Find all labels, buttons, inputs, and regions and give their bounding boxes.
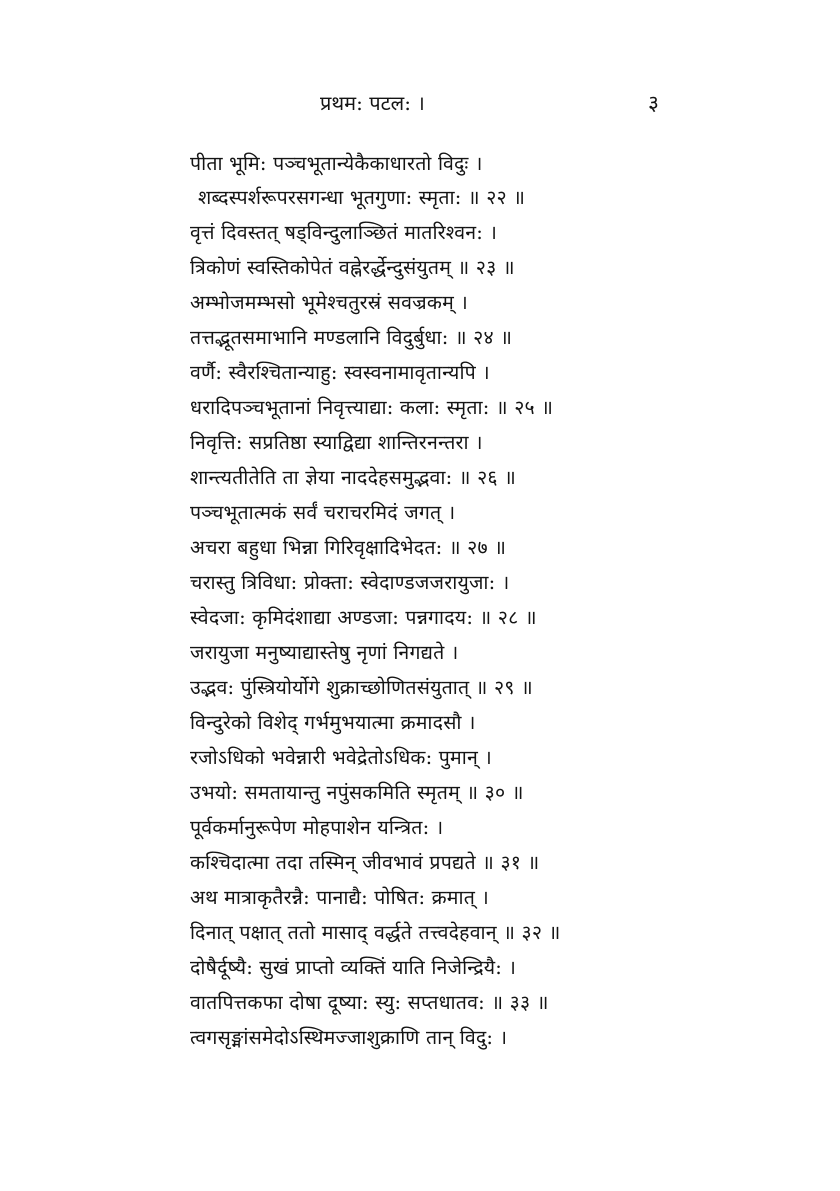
verse-line: दिनात् पक्षात् ततो मासाद् वर्द्धते तत्त्वदेहवान् ॥ ३२ ॥ [190,921,561,944]
verse-line: वातपित्तकफा दोषा दूष्या: स्यु: सप्तधातव: ॥ ३३ ॥ [190,991,549,1014]
chapter-heading: प्रथम: पटल: । [320,91,425,115]
verse-line: वृत्तं दिवस्तत् षड्विन्दुलाञ्छितं मातरिश्वन: । [190,221,498,244]
verse-line: त्रिकोणं स्वस्तिकोपेतं वह्नेरर्द्धेन्दुसंयुतम् ॥ २३ ॥ [190,256,515,279]
verse-line: निवृत्ति: सप्रतिष्ठा स्याद्विद्या शान्तिरनन्तरा । [190,431,483,454]
verse-line: त्वगसृङ्मांसमेदोऽस्थिमज्जाशुक्राणि तान् विदु: । [190,1026,508,1049]
verse-line: दोषैर्दूष्यै: सुखं प्राप्तो व्यक्तिं याति निजेन्द्रियै: । [190,956,517,979]
verse-line: तत्तद्भूतसमाभानि मण्डलानि विदुर्बुधा: ॥ २४ ॥ [190,326,513,349]
verse-line: कश्चिदात्मा तदा तस्मिन् जीवभावं प्रपद्यते ॥ ३१ ॥ [190,851,540,874]
verse-line: शब्दस्पर्शरूपरसगन्धा भूतगुणा: स्मृता: ॥ २२ ॥ [198,186,526,209]
verse-line: चरास्तु त्रिविधा: प्रोक्ता: स्वेदाण्डजजरायुजा: । [190,571,510,594]
verse-line: अम्भोजमम्भसो भूमेश्चतुरस्रं सवज्रकम् । [190,291,468,314]
verse-line: अथ मात्राकृतैरन्नै: पानाद्यै: पोषित: क्रमात् । [190,886,490,909]
verse-line: स्वेदजा: कृमिदंशाद्या अण्डजा: पन्नगादय: ॥ २८ ॥ [190,606,537,629]
verse-line: पूर्वकर्मानुरूपेण मोहपाशेन यन्त्रित: । [190,816,444,839]
verse-line: धरादिपञ्चभूतानां निवृत्त्याद्या: कला: स्मृता: ॥ २५ ॥ [190,396,554,419]
verse-line: रजोऽधिको भवेन्नारी भवेद्रेतोऽधिक: पुमान् । [190,746,492,769]
verse-line: पीता भूमि: पञ्चभूतान्येकैकाधारतो विदुः । [190,152,483,175]
verse-line: उभयो: समतायान्तु नपुंसकमिति स्मृतम् ॥ ३० ॥ [190,781,524,804]
verse-line: जरायुजा मनुष्याद्यास्तेषु नृणां निगद्यते । [190,641,459,664]
verse-line: वर्णै: स्वैरश्चितान्याहु: स्वस्वनामावृतान्यपि । [190,361,490,384]
verse-line: उद्भव: पुंस्त्रियोर्योगे शुक्राच्छोणितसंयुतात् ॥ २९ ॥ [190,676,533,699]
running-header [0,88,840,122]
verse-line: शान्त्यतीतेति ता ज्ञेया नाददेहसमुद्भवा: ॥ २६ ॥ [190,466,517,489]
verse-line: विन्दुरेको विशेद् गर्भमुभयात्मा क्रमादसौ । [190,711,476,734]
page-number: ३ [648,91,659,115]
verse-line: अचरा बहुधा भिन्ना गिरिवृक्षादिभेदत: ॥ २७ ॥ [190,536,507,559]
verse-line: पञ्चभूतात्मकं सर्वं चराचरमिदं जगत् । [190,501,456,524]
